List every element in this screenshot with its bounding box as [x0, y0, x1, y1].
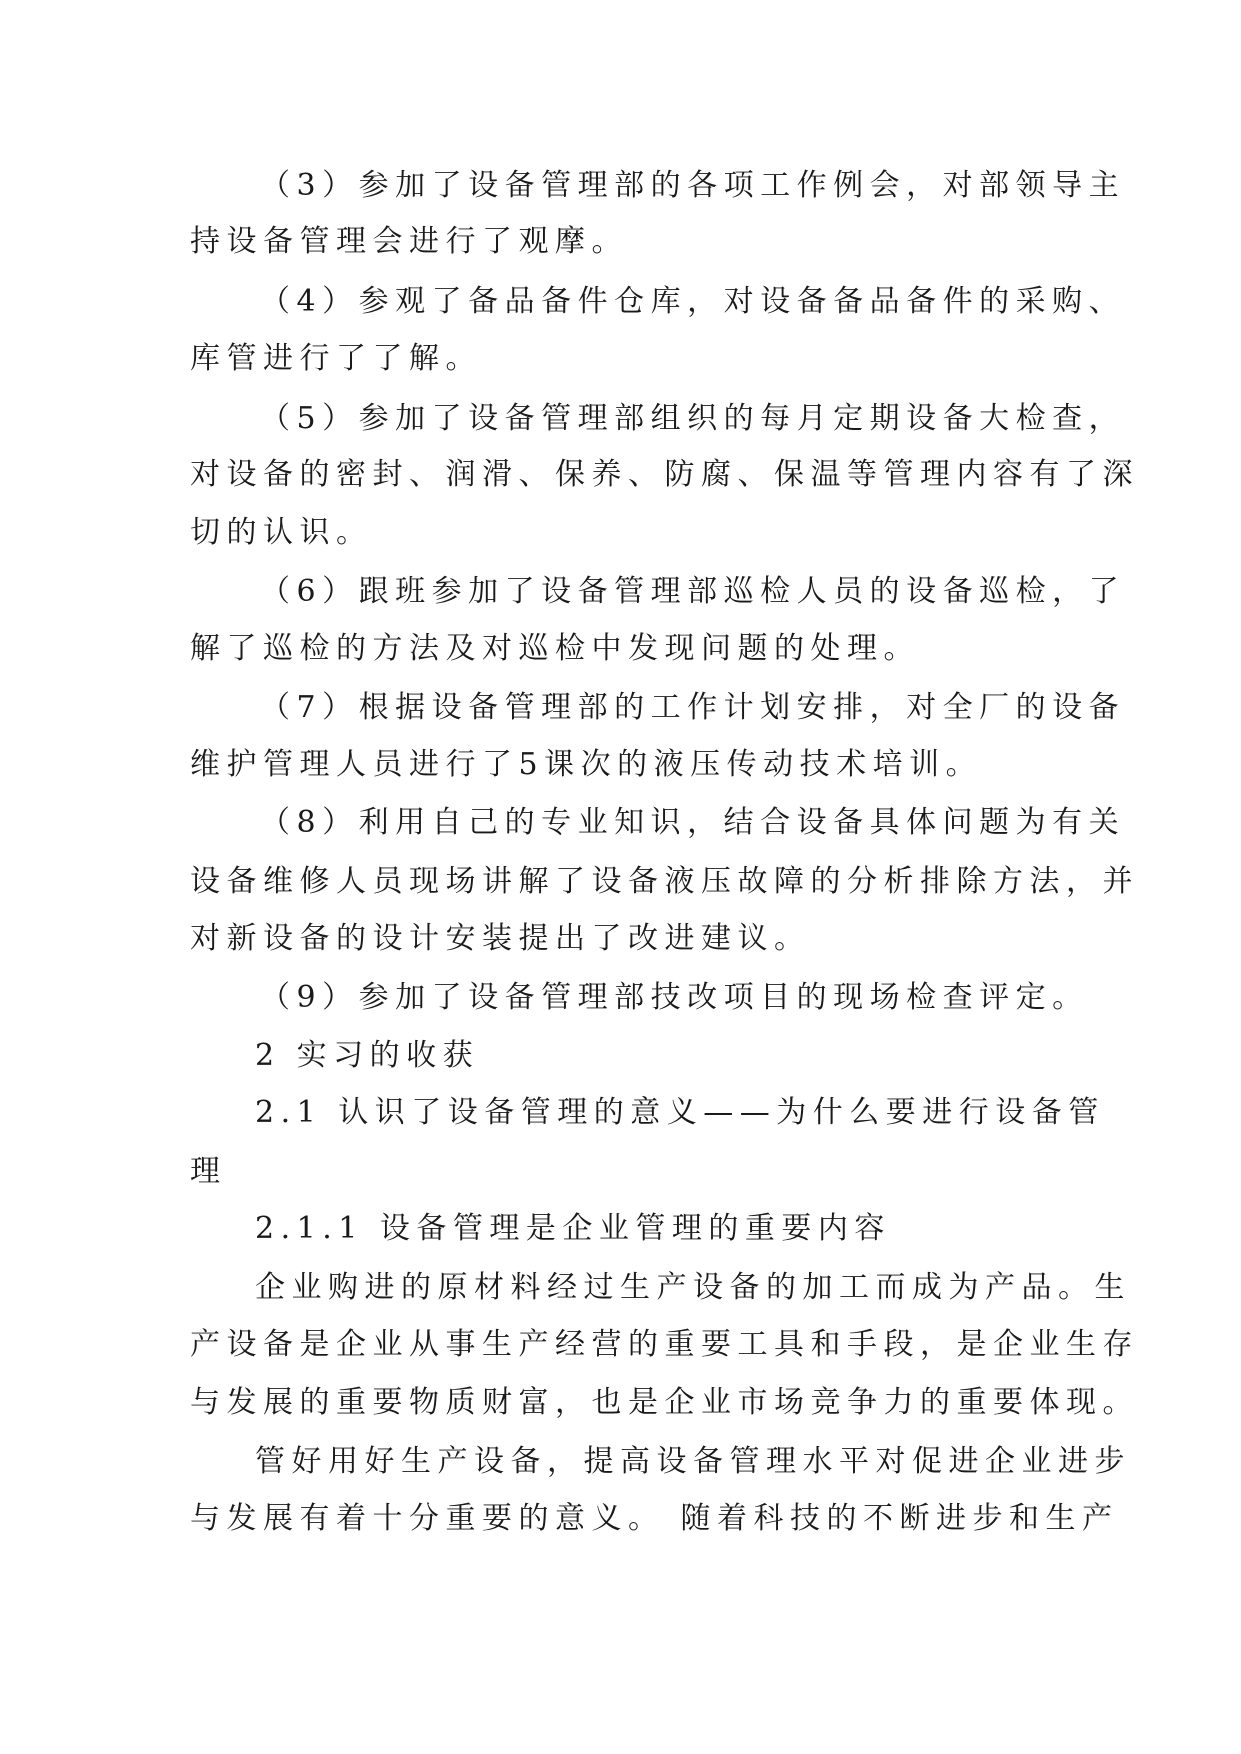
section-heading: 2 实习的收获 — [255, 1038, 480, 1073]
text-line: （4）参观了备品备件仓库，对设备备品备件的采购、 — [260, 284, 1126, 319]
subsection-heading-continued: 理 — [190, 1154, 227, 1189]
text-line: 设备维修人员现场讲解了设备液压故障的分析排除方法，并 — [190, 864, 1139, 899]
text-line: （9）参加了设备管理部技改项目的现场检查评定。 — [260, 980, 1089, 1015]
text-line: 与发展的重要物质财富，也是企业市场竞争力的重要体现。 — [190, 1385, 1139, 1420]
text-line: 企业购进的原材料经过生产设备的加工而成为产品。生 — [255, 1270, 1131, 1305]
text-line: 库管进行了了解。 — [190, 341, 482, 376]
text-line: （5）参加了设备管理部组织的每月定期设备大检查， — [260, 401, 1126, 436]
text-line: 管好用好生产设备，提高设备管理水平对促进企业进步 — [255, 1444, 1131, 1479]
text-line: 维护管理人员进行了5课次的液压传动技术培训。 — [190, 747, 983, 782]
text-line: （3）参加了设备管理部的各项工作例会，对部领导主 — [260, 168, 1126, 203]
text-line: 对新设备的设计安装提出了改进建议。 — [190, 921, 811, 956]
text-line: 解了巡检的方法及对巡检中发现问题的处理。 — [190, 631, 920, 666]
text-line: （7）根据设备管理部的工作计划安排，对全厂的设备 — [260, 690, 1126, 725]
text-line: 对设备的密封、润滑、保养、防腐、保温等管理内容有了深 — [190, 457, 1139, 492]
text-line: 持设备管理会进行了观摩。 — [190, 224, 628, 259]
text-line: （6）跟班参加了设备管理部巡检人员的设备巡检，了 — [260, 574, 1126, 609]
subsubsection-heading: 2.1.1 设备管理是企业管理的重要内容 — [255, 1211, 891, 1246]
text-line: （8）利用自己的专业知识，结合设备具体问题为有关 — [260, 805, 1126, 840]
subsection-heading: 2.1 认识了设备管理的意义——为什么要进行设备管 — [255, 1095, 1105, 1130]
text-line: 产设备是企业从事生产经营的重要工具和手段，是企业生存 — [190, 1327, 1139, 1362]
text-line: 切的认识。 — [190, 515, 373, 550]
text-line: 与发展有着十分重要的意义。 随着科技的不断进步和生产 — [190, 1501, 1119, 1536]
